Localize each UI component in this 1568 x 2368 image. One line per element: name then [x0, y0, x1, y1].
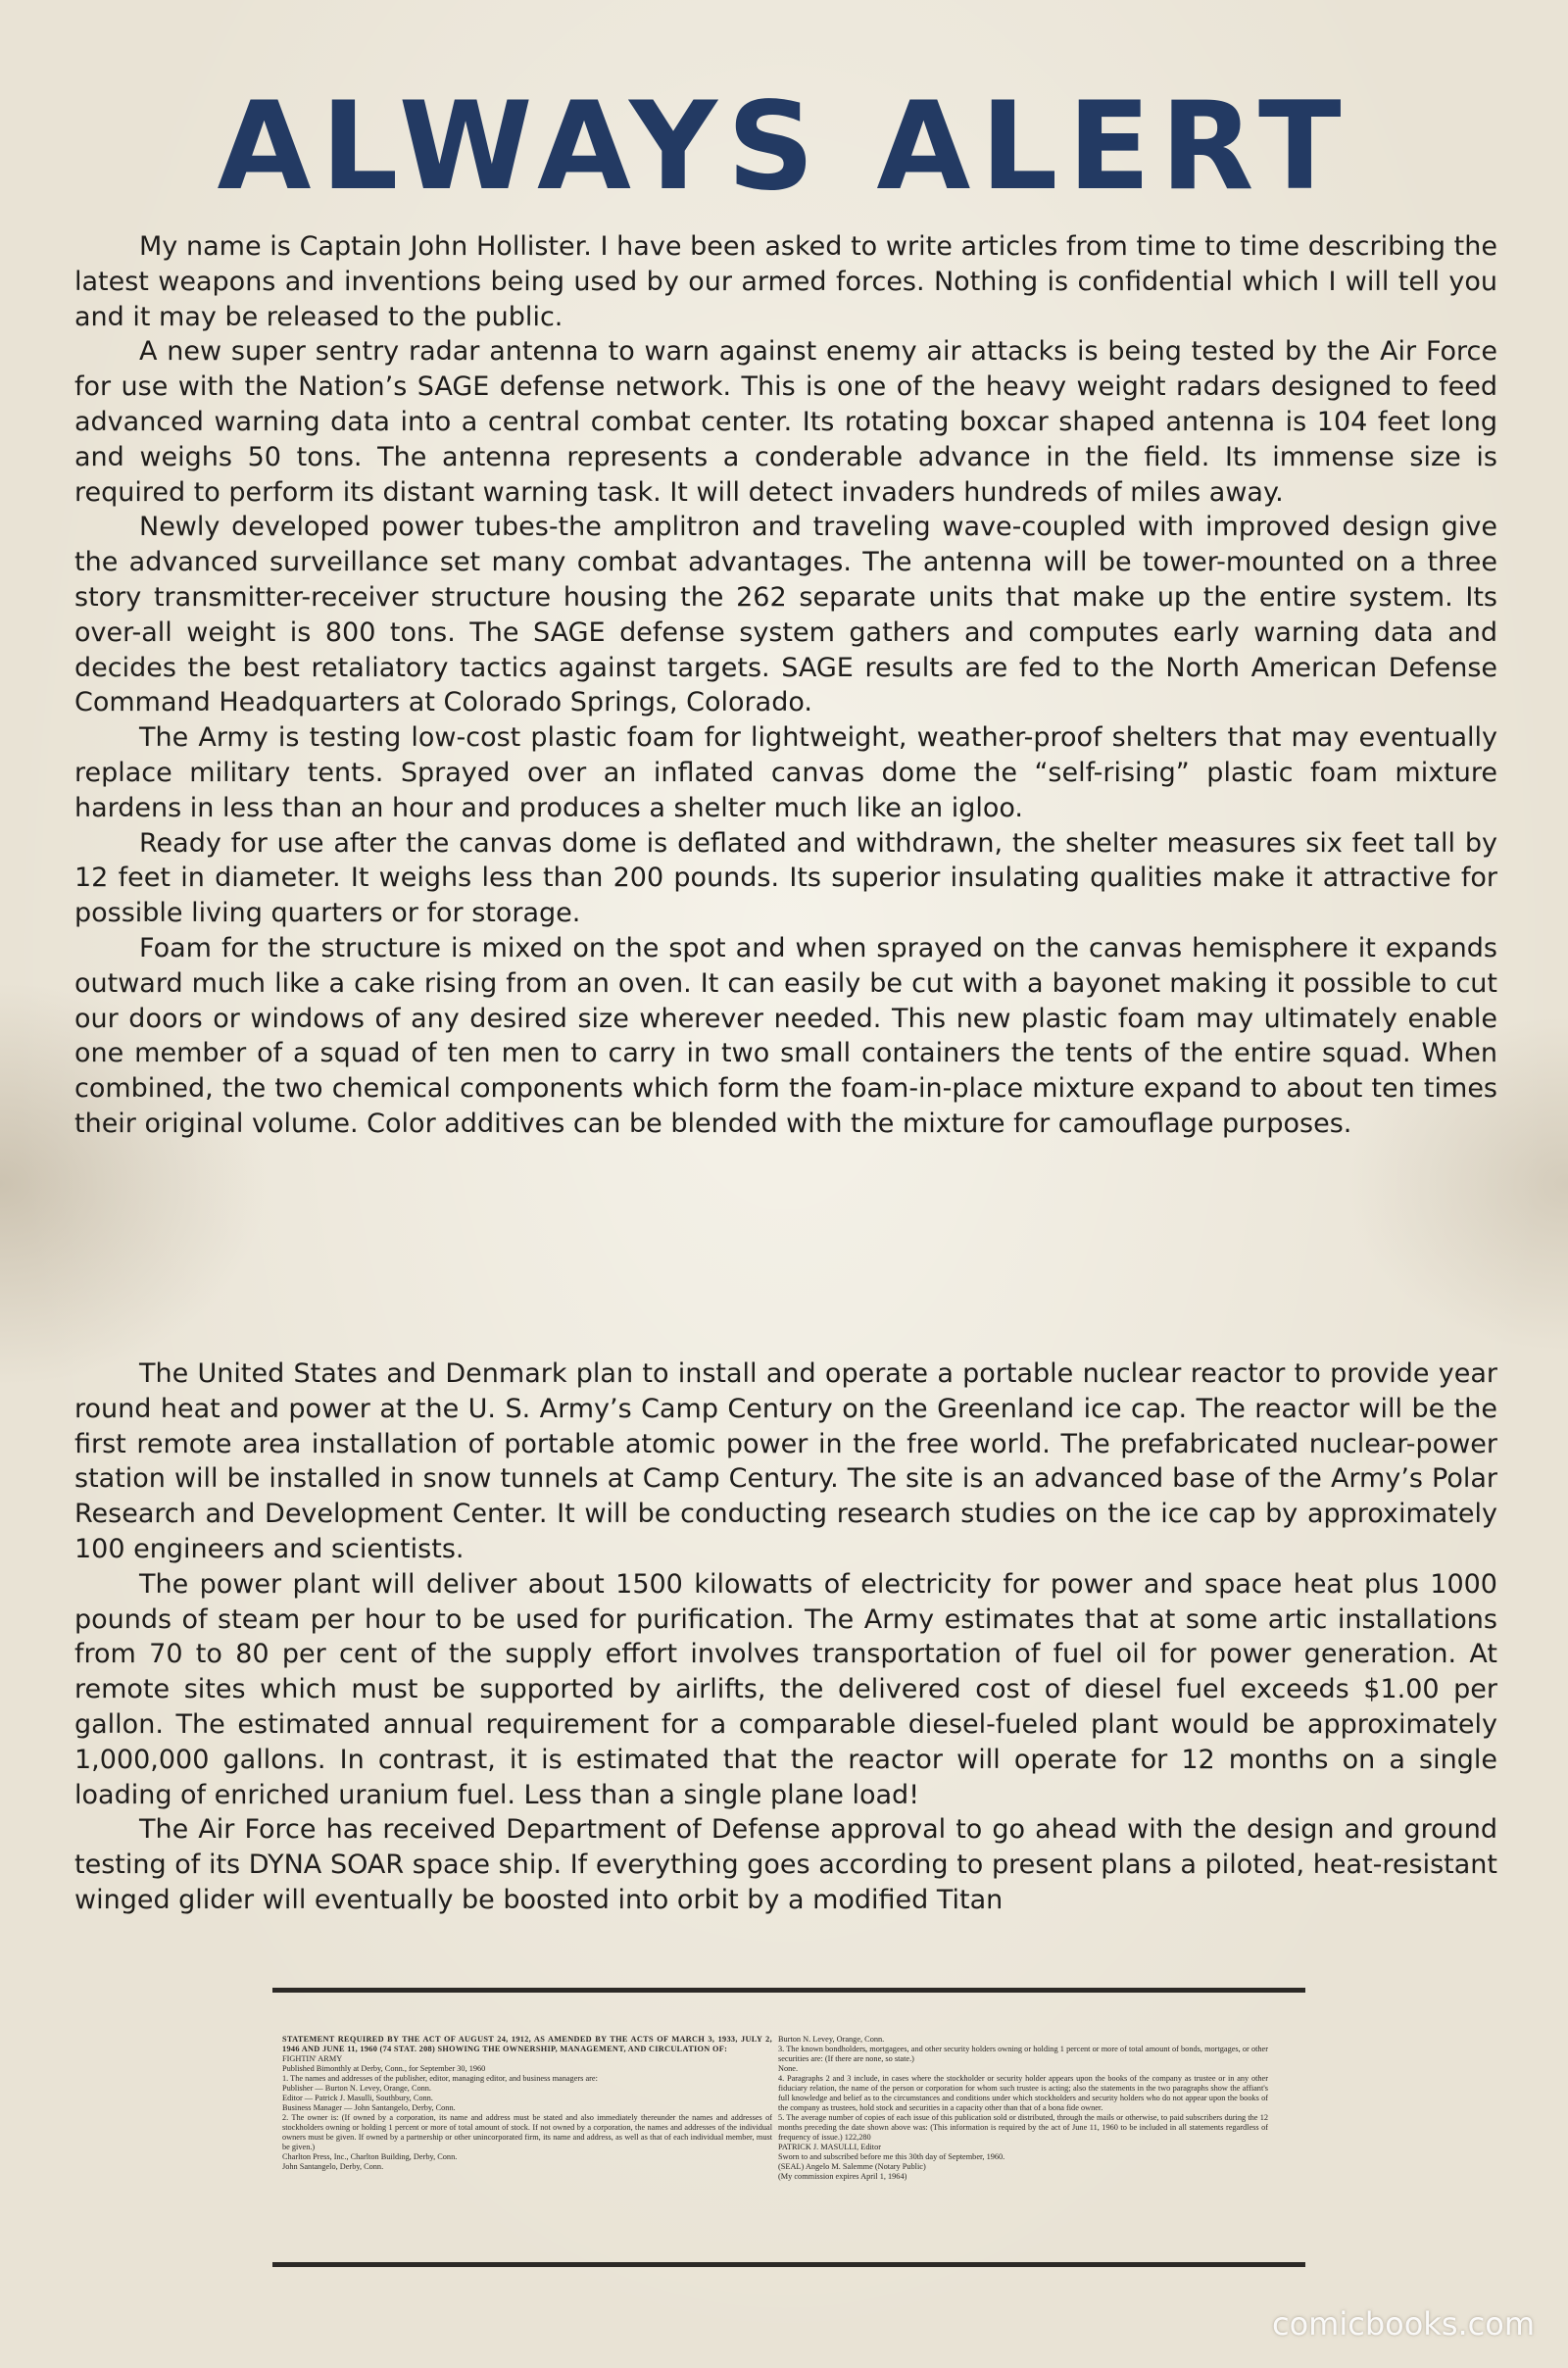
statement-line: Burton N. Levey, Orange, Conn.: [778, 2035, 885, 2044]
statement-heading: STATEMENT REQUIRED BY THE ACT OF AUGUST 24, 1912, AS AMENDED BY THE ACTS OF MARCH 3, 1933, JULY 2, 1946 AND JUNE 11, 1960 (74 STAT. 208) SHOWING THE OWNERSHIP, MANAGEMENT, AND CIRCULATION OF:: [282, 2035, 772, 2053]
page-title: ALWAYS ALERT: [217, 76, 1351, 218]
paragraph: Newly developed power tubes-the amplitron and traveling wave-coupled with improved design give the advanced surveillance set many combat advantages. The antenna will be tower-mounted on a three story transmitter-receiver structure housing the 262 separate units that make up the entire system. Its over-all weight is 800 tons. The SAGE defense system gathers and computes early warning data and decides the best retaliatory tactics against targets. SAGE results are fed to the North American Defense Command Headquarters at Colorado Springs, Colorado.: [74, 512, 1497, 718]
statement-line: FIGHTIN' ARMY: [282, 2054, 343, 2063]
statement-line: 4. Paragraphs 2 and 3 include, in cases where the stockholder or security holder appears upon the books of the company as trustee or in any other fiduciary relation, the name of the person or corporation for whom such trustee is acting; also the statements in the two paragraphs show the affiant's full knowledge and belief as to the circumstances and conditions under which stockholders and security holders who do not appear upon the books of the company as trustees, hold stock and securities in a capacity other than that of a bona fide owner.: [778, 2074, 1268, 2112]
statement-line: Sworn to and subscribed before me this 30th day of September, 1960.: [778, 2152, 1005, 2161]
paragraph: A new super sentry radar antenna to warn against enemy air attacks is being tested by the Air Force for use with the Nation’s SAGE defense network. This is one of the heavy weight radars designed to feed advanced warning data into a central combat center. Its rotating boxcar shaped antenna is 104 feet long and weighs 50 tons. The antenna represents a conderable advance in the field. Its immense size is required to perform its distant warning task. It will detect invaders hundreds of miles away.: [74, 336, 1497, 508]
paragraph: The power plant will deliver about 1500 kilowatts of electricity for power and space heat plus 1000 pounds of steam per hour to be used for purification. The Army estimates that at some artic installations from 70 to 80 per cent of the supply effort involves transportation of fuel oil for power generation. At remote sites which must be supported by airlifts, the delivered cost of diesel fuel exceeds $1.00 per gallon. The estimated annual requirement for a comparable diesel-fueled plant would be approximately 1,000,000 gallons. In contrast, it is estimated that the reactor will operate for 12 months on a single loading of enriched uranium fuel. Less than a single plane load!: [74, 1568, 1497, 1810]
statement-line: 2. The owner is: (If owned by a corporation, its name and address must be stated and also immediately thereunder the names and addresses of stockholders owning or holding 1 percent or more of total amount of stock. If not owned by a corporation, the names and addresses of the individual owners must be given. If owned by a partnership or other unincorporated firm, its name and address, as well as that of each individual member, must be given.): [282, 2113, 772, 2151]
statement-line: 5. The average number of copies of each issue of this publication sold or distributed, through the mails or otherwise, to paid subscribers during the 12 months preceding the date shown above was: (This information is required by the act of June 11, 1960 to be included in all statements regardless of frequency of issue.) 122,280: [778, 2113, 1268, 2142]
paragraph: Foam for the structure is mixed on the spot and when sprayed on the canvas hemisphere it expands outward much like a cake rising from an oven. It can easily be cut with a bayonet making it possible to cut our doors or windows of any desired size wherever needed. This new plastic foam may ultimately enable one member of a squad of ten men to carry in two small containers the tents of the entire squad. When combined, the two chemical components which form the foam-in-place mixture expand to about ten times their original volume. Color additives can be blended with the mixture for camouflage purposes.: [74, 932, 1497, 1139]
statement-line: (SEAL) Angelo M. Salemme (Notary Public): [778, 2162, 926, 2171]
paragraph: The United States and Denmark plan to install and operate a portable nuclear reactor to provide year round heat and power at the U. S. Army’s Camp Century on the Greenland ice cap. The reactor will be the first remote area installation of portable atomic power in the free world. The prefabricated nuclear-power station will be installed in snow tunnels at Camp Century. The site is an advanced base of the Army’s Polar Research and Development Center. It will be conducting research studies on the ice cap by approximately 100 engineers and scientists.: [74, 1358, 1497, 1564]
statement-line: Editor — Patrick J. Masulli, Southbury, Conn.: [282, 2094, 433, 2102]
divider: [272, 2262, 1305, 2267]
statement-line: PATRICK J. MASULLI, Editor: [778, 2143, 882, 2151]
site-watermark: comicbooks.com: [1271, 2305, 1535, 2343]
statement-line: 1. The names and addresses of the publisher, editor, managing editor, and business managers are:: [282, 2074, 598, 2083]
statement-line: (My commission expires April 1, 1964): [778, 2172, 907, 2181]
statement-line: Business Manager — John Santangelo, Derby, Conn.: [282, 2103, 456, 2112]
ownership-statement: [272, 1988, 1305, 2268]
statement-line: John Santangelo, Derby, Conn.: [282, 2162, 384, 2171]
statement-line: Published Bimonthly at Derby, Conn., for September 30, 1960: [282, 2064, 486, 2073]
paragraph: My name is Captain John Hollister. I have been asked to write articles from time to time describing the latest weapons and inventions being used by our armed forces. Nothing is confidential which I will tell you and it may be released to the public.: [74, 231, 1497, 332]
paragraph: Ready for use after the canvas dome is deflated and withdrawn, the shelter measures six feet tall by 12 feet in diameter. It weighs less than 200 pounds. Its superior insulating qualities make it attractive for possible living quarters or for storage.: [74, 827, 1497, 929]
statement-line: Charlton Press, Inc., Charlton Building, Derby, Conn.: [282, 2152, 458, 2161]
divider: [272, 1988, 1305, 1993]
paragraph: The Army is testing low-cost plastic foam for lightweight, weather-proof shelters that may eventually replace military tents. Sprayed over an inflated canvas dome the “self-rising” plastic foam mixture hardens in less than an hour and produces a shelter much like an igloo.: [74, 722, 1497, 823]
paragraph: The Air Force has received Department of Defense approval to go ahead with the design and ground testing of its DYNA SOAR space ship. If everything goes according to present plans a piloted, heat-resistant winged glider will eventually be boosted into orbit by a modified Titan: [74, 1814, 1497, 1915]
statement-line: None.: [778, 2064, 799, 2073]
statement-line: Publisher — Burton N. Levey, Orange, Conn.: [282, 2084, 432, 2093]
article-reactor-and-dyna-soar: [74, 1357, 1497, 1918]
article-radar-and-foam: [74, 229, 1497, 1142]
statement-right-column: [778, 2035, 1268, 2254]
statement-left-column: [282, 2035, 772, 2254]
statement-line: 3. The known bondholders, mortgagees, and other security holders owning or holding 1 percent or more of total amount of bonds, mortgages, or other securities are: (If there are none, so state.): [778, 2045, 1268, 2063]
